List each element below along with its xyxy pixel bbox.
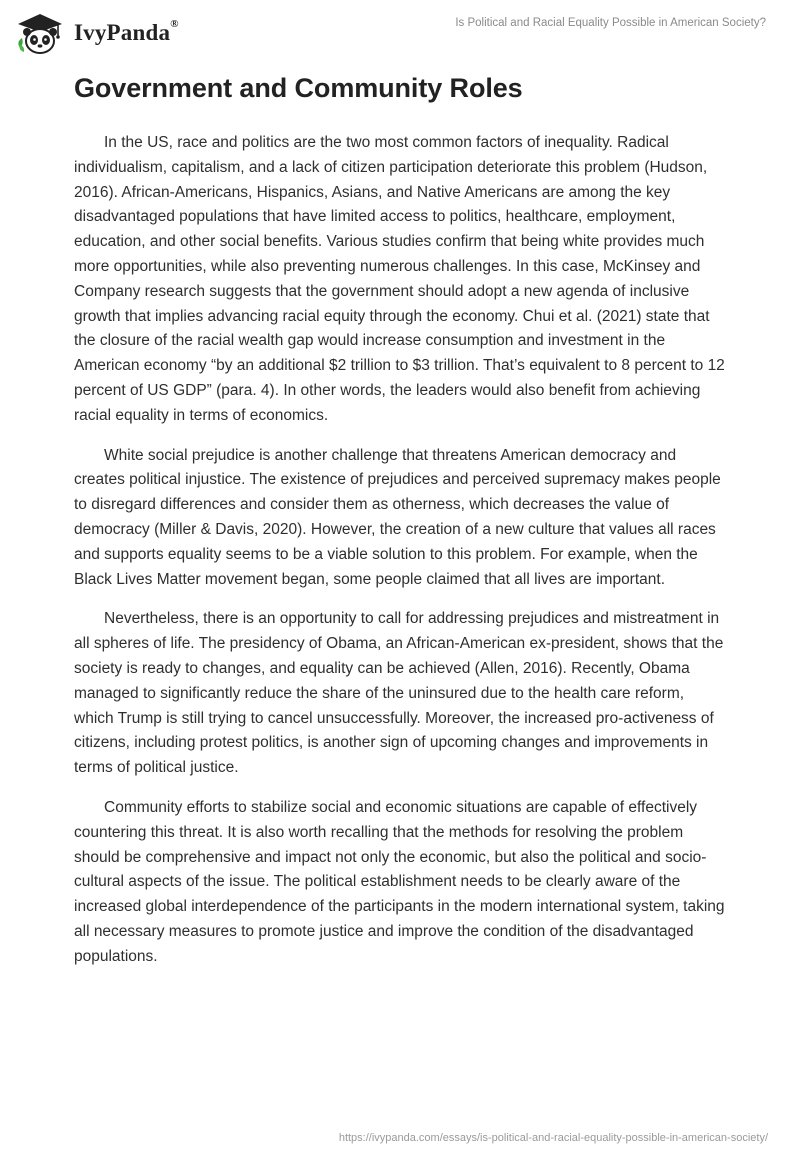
panda-graduation-cap-icon bbox=[14, 10, 66, 56]
essay-body bbox=[74, 131, 726, 985]
section-title: Government and Community Roles bbox=[74, 73, 523, 103]
source-url[interactable]: https://ivypanda.com/essays/is-political-and-racial-equality-possible-in-american-society/ bbox=[338, 1132, 768, 1144]
document-title: Is Political and Racial Equality Possible in American Society? bbox=[455, 17, 766, 29]
paragraph-3: Nevertheless, there is an opportunity to call for addressing prejudices and mistreatment in all spheres of life. The presidency of Obama, an African-American ex-president, shows that the society is ready to changes, and equality can be achieved (Allen, 2016). Recently, Obama managed to significantly reduce the share of the uninsured due to the health care reform, which Trump is still trying to cancel unsuccessfully. Moreover, the increased pro-activeness of citizens, including protest politics, is another sign of upcoming changes and improvements in terms of political justice. bbox=[74, 610, 724, 777]
paragraph-4: Community efforts to stabilize social and economic situations are capable of effectively countering this threat. It is also worth recalling that the methods for resolving the problem should be comprehensive and impact not only the economic, but also the political and socio-cultural aspects of the issue. The political establishment needs to be clearly aware of the increased global interdependence of the participants in the modern international system, taking all necessary measures to promote justice and improve the condition of the disadvantaged populations. bbox=[74, 798, 725, 965]
paragraph-2: White social prejudice is another challenge that threatens American democracy and creates political injustice. The existence of prejudices and perceived supremacy makes people to disregard differences and consider them as otherness, which decreases the value of democracy (Miller & Davis, 2020). However, the creation of a new culture that values all races and supports equality seems to be a viable solution to this problem. For example, when the Black Lives Matter movement began, some people claimed that all lives are important. bbox=[74, 446, 721, 588]
brand-name: IvyPanda® bbox=[74, 18, 179, 45]
brand-logo[interactable] bbox=[14, 10, 179, 56]
paragraph-1: In the US, race and politics are the two most common factors of inequality. Radical individualism, capitalism, and a lack of citizen participation deteriorate this problem (Hudson, 2016). African-Americans, Hispanics, Asians, and Native Americans are among the key disadvantaged populations that have limited access to politics, healthcare, employment, education, and other social benefits. Various studies confirm that being white provides much more opportunities, while also preventing numerous challenges. In this case, McKinsey and Company research suggests that the government should adopt a new agenda of inclusive growth that implies advancing racial equity through the economy. Chui et al. (2021) state that the closure of the racial wealth gap would increase consumption and investment in the American economy “by an additional $2 trillion to $3 trillion. That’s equivalent to 8 percent to 12 percent of US GDP” (para. 4). In other words, the leaders would also benefit from achieving racial equality in terms of economics. bbox=[74, 134, 725, 424]
page-header bbox=[0, 0, 800, 70]
